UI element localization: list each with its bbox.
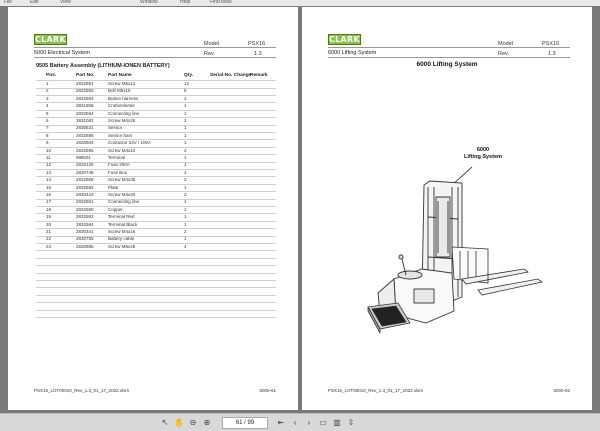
row-qty: 2	[184, 147, 187, 153]
scroll-icon[interactable]: ⇳	[347, 418, 355, 427]
row-pos: 20	[46, 221, 52, 227]
row-part-no: 3831858	[76, 103, 94, 109]
row-pos: 22	[46, 236, 52, 242]
col-remark: Remark	[250, 73, 268, 78]
row-qty: 1	[184, 155, 187, 160]
row-part-no: 2830341	[76, 229, 94, 234]
section-title: 5000 Electrical System	[34, 50, 90, 56]
section-title: 6000 Lifting System	[328, 50, 377, 56]
row-part-name: Connecting line	[108, 110, 140, 116]
row-part-no: 2832582	[76, 184, 94, 190]
col-qty: Qty.	[184, 73, 193, 78]
row-qty: 1	[184, 236, 187, 242]
row-part-no: 988031	[76, 155, 92, 160]
row-pos: 14	[46, 177, 52, 183]
row-pos: 2	[46, 88, 49, 94]
first-page-icon[interactable]: ⇤	[277, 418, 285, 427]
row-part-name: Plate	[108, 184, 119, 190]
row-qty: 1	[184, 221, 187, 227]
menu-bar	[0, 0, 600, 6]
row-part-no: 2830631	[76, 125, 94, 131]
row-part-no: 2832593	[76, 95, 94, 101]
row-part-name: Screw M4x16	[108, 229, 136, 234]
row-part-name: Battery cable	[108, 236, 135, 242]
hand-icon[interactable]: ✋	[174, 418, 184, 427]
row-qty: 1	[184, 95, 187, 101]
clark-logo: CLARK	[328, 35, 361, 44]
row-qty: 1	[184, 162, 187, 168]
row-part-no: 2830885	[76, 243, 94, 249]
row-pos: 23	[46, 243, 52, 249]
row-part-name: Fuse 200A	[108, 162, 130, 168]
zoom-in-icon[interactable]: ⊕	[203, 418, 211, 427]
row-part-no: 2832580	[76, 206, 94, 212]
row-part-no: 2830748	[76, 169, 94, 175]
rev-label: Rev.	[498, 51, 509, 57]
row-part-name: Screw M4x35	[108, 177, 136, 183]
footer-page-number: 6000-62	[553, 388, 570, 393]
row-pos: 21	[46, 229, 52, 234]
row-part-name: Connecting line	[108, 199, 140, 205]
row-part-name: Bolt M5x16	[108, 88, 131, 94]
rev-label: Rev.	[204, 51, 215, 57]
row-pos: 12	[46, 162, 52, 168]
row-qty: 1	[184, 214, 187, 220]
row-part-name: Terminal	[108, 155, 126, 160]
rev-value: 1.3	[548, 51, 556, 57]
row-qty: 1	[184, 199, 187, 205]
row-part-no: 2832125	[76, 162, 94, 168]
row-pos: 1	[46, 81, 49, 86]
row-part-no: 2832595	[76, 132, 94, 138]
row-pos: 10	[46, 147, 52, 153]
row-part-no: 2830423	[76, 192, 94, 197]
row-part-name: Sensor	[108, 125, 123, 131]
row-pos: 6	[46, 118, 49, 123]
footer-filename: PSX16_LOT00010_Rev_1.3_01_17_2022.xlsm	[328, 388, 424, 393]
row-pos: 11	[46, 155, 51, 160]
row-pos: 15	[46, 184, 52, 190]
parts-table-header	[8, 73, 298, 80]
row-qty: 1	[184, 110, 187, 116]
row-pos: 4	[46, 103, 49, 109]
row-qty: 2	[184, 118, 187, 123]
row-qty: 1	[184, 125, 187, 131]
row-qty: 2	[184, 177, 187, 183]
row-part-name: Fuse Box	[108, 169, 128, 175]
footer-filename: PSX16_LOT00010_Rev_1.3_01_17_2022.xlsm	[34, 388, 130, 393]
row-part-no: 2832596	[76, 147, 94, 153]
document-page-left	[8, 7, 298, 410]
pointer-icon[interactable]: ↖	[161, 418, 169, 427]
row-pos: 3	[46, 95, 49, 101]
rev-value: 1.3	[254, 51, 262, 57]
search-hint[interactable]: Find tools	[210, 0, 232, 5]
row-pos: 17	[46, 199, 52, 205]
row-part-name: Screw M5x12	[108, 81, 136, 86]
menu-view[interactable]: View	[60, 0, 71, 5]
fit-page-icon[interactable]: ▭	[319, 418, 327, 427]
row-pos: 9	[46, 140, 49, 146]
row-pos: 7	[46, 125, 49, 131]
zoom-out-icon[interactable]: ⊖	[189, 418, 197, 427]
row-part-name: Contactor 24V / 100A	[108, 140, 152, 146]
row-part-no: 2832591	[76, 81, 94, 86]
row-pos: 13	[46, 169, 52, 175]
row-part-no: 2832584	[76, 221, 94, 227]
row-qty: 1	[184, 169, 187, 175]
callout-number: 6000	[476, 147, 490, 153]
row-pos: 16	[46, 192, 52, 197]
row-qty: 1	[184, 140, 187, 146]
row-qty: 12	[184, 81, 190, 86]
row-pos: 19	[46, 214, 52, 220]
row-qty: 6	[184, 88, 187, 94]
row-qty: 1	[184, 103, 187, 109]
two-page-icon[interactable]: ▥	[333, 418, 341, 427]
menu-edit[interactable]: Edit	[30, 0, 39, 5]
col-serial: Serial-No. Change	[210, 73, 252, 78]
row-part-name: Sensor ham	[108, 132, 133, 138]
header-rule	[34, 57, 276, 58]
document-page-right	[302, 7, 592, 410]
assembly-title: 9505 Battery Assembly (LITHIUM-IONEN BATTERY)	[36, 63, 170, 69]
menu-window[interactable]: Window	[140, 0, 158, 5]
callout-label: Lifting System	[464, 154, 502, 160]
col-part-name: Part Name	[108, 73, 132, 78]
row-pos: 8	[46, 132, 49, 138]
row-qty: 1	[184, 206, 187, 212]
table-rule	[36, 317, 276, 318]
row-pos: 5	[46, 110, 49, 116]
model-label: Model	[498, 41, 513, 47]
next-page-icon[interactable]: ›	[307, 418, 311, 427]
row-part-no: 2832558	[76, 177, 94, 183]
row-qty: 1	[184, 184, 187, 190]
row-part-name: Screw M4x12	[108, 147, 136, 153]
menu-help[interactable]: Help	[180, 0, 191, 5]
clark-logo: CLARK	[34, 35, 67, 44]
page-heading: 6000 Lifting System	[416, 61, 478, 68]
row-part-no: 2832581	[76, 199, 94, 205]
row-qty: 2	[184, 192, 187, 197]
row-pos: 18	[46, 206, 52, 212]
forklift-illustration	[302, 7, 592, 410]
page-indicator[interactable]: 61 / 99	[222, 417, 268, 429]
viewer-toolbar	[0, 413, 600, 431]
row-part-name: Screw M4x20	[108, 192, 136, 197]
row-part-no: 2832592	[76, 88, 94, 94]
row-part-name: Copper	[108, 206, 123, 212]
row-part-no: 2832583	[76, 214, 94, 220]
model-value: PSX16	[542, 41, 560, 47]
row-part-name: Button harness	[108, 95, 139, 101]
row-qty: 2	[184, 229, 187, 234]
col-pos: Pos.	[46, 73, 57, 78]
row-part-name: Terminal Red	[108, 214, 135, 220]
row-qty: 1	[184, 132, 187, 138]
model-label: Model	[204, 41, 219, 47]
col-part-no: Part No.	[76, 73, 95, 78]
row-part-name: Terminal Black	[108, 221, 138, 227]
model-value: PSX16	[248, 41, 266, 47]
menu-file[interactable]: File	[4, 0, 13, 5]
prev-page-icon[interactable]: ‹	[293, 418, 297, 427]
footer-page-number: 5000-61	[259, 388, 276, 393]
row-qty: 4	[184, 243, 187, 249]
row-part-no: 2830755	[76, 236, 94, 242]
row-part-name: Crutlontineter	[108, 103, 136, 109]
row-part-no: 2832594	[76, 110, 94, 116]
row-part-no: 2830603	[76, 140, 94, 146]
header-rule	[34, 47, 276, 48]
row-part-name: Screw M4x25	[108, 118, 136, 123]
row-part-name: Screw M6x45	[108, 243, 136, 249]
row-part-no: 3831082	[76, 118, 94, 123]
